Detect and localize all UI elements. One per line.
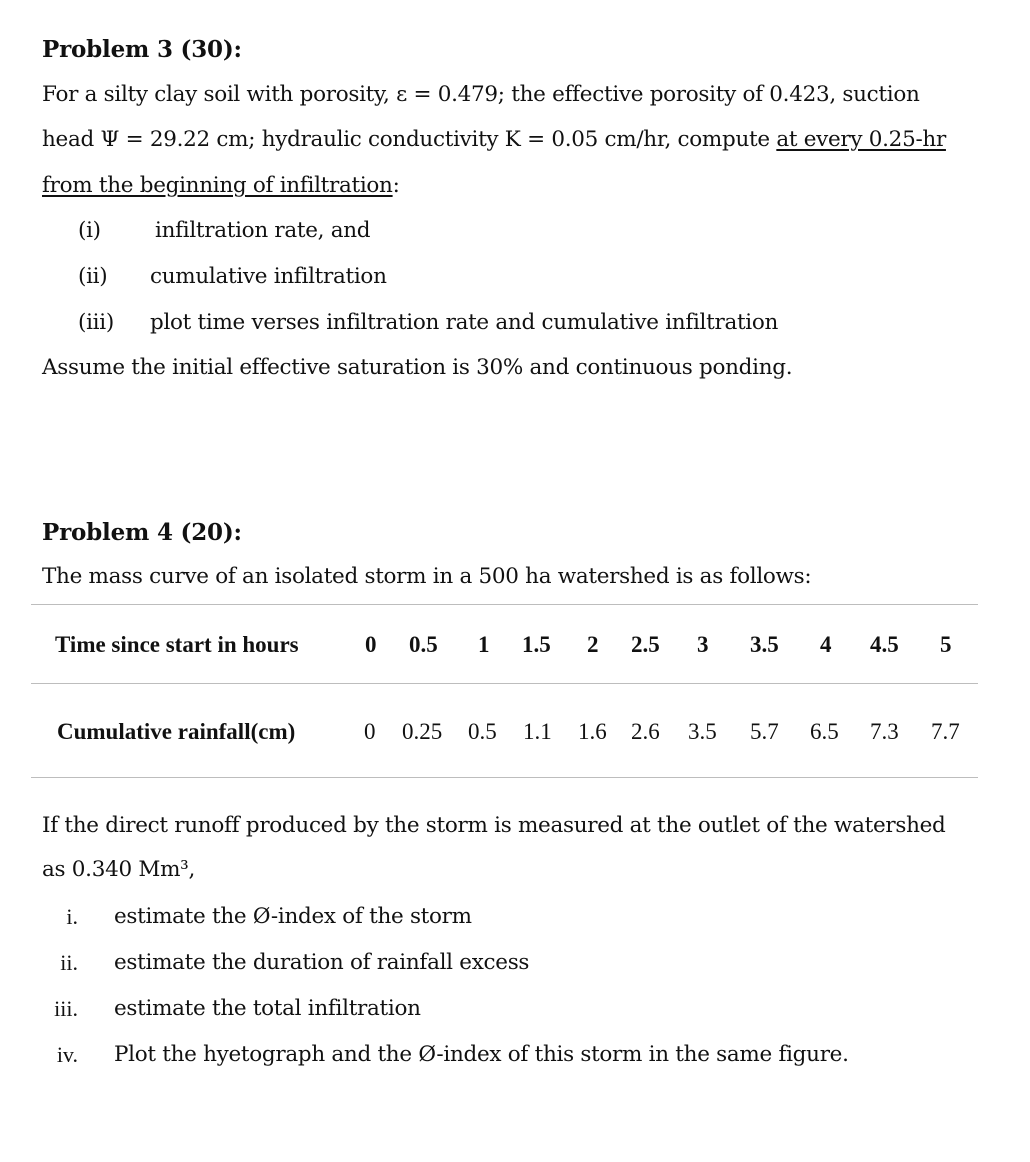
problem3-item-marker-ii: (ii) bbox=[78, 264, 108, 289]
problem3-line3: from the beginning of infiltration: bbox=[42, 173, 400, 198]
table-cell: 1.5 bbox=[522, 632, 551, 657]
underlined-phrase-part1: at every 0.25-hr bbox=[776, 127, 946, 152]
problem4-title: Problem 4 (20): bbox=[42, 519, 242, 546]
table-bottom-rule bbox=[31, 777, 978, 778]
table-cell: 2 bbox=[587, 632, 599, 657]
table-row2-label: Cumulative rainfall(cm) bbox=[57, 719, 296, 744]
problem4-item-marker-iii: iii. bbox=[54, 996, 78, 1021]
problem3-title: Problem 3 (30): bbox=[42, 36, 242, 63]
problem4-item-text-ii: estimate the duration of rainfall excess bbox=[114, 950, 530, 975]
problem3-line2: head Ψ = 29.22 cm; hydraulic conductivity K = 0.05 cm/hr, compute at every 0.25-hr bbox=[42, 127, 946, 152]
problem4-runoff-line2: as 0.340 Mm³, bbox=[42, 857, 196, 882]
table-cell: 1.6 bbox=[578, 719, 607, 744]
table-top-rule bbox=[31, 604, 978, 605]
problem4-item-text-iii: estimate the total infiltration bbox=[114, 996, 421, 1021]
table-cell: 3 bbox=[697, 632, 709, 657]
problem4-item-marker-iv: iv. bbox=[56, 1042, 78, 1067]
problem3-item-marker-iii: (iii) bbox=[78, 310, 114, 335]
table-cell: 1.1 bbox=[523, 719, 552, 744]
table-cell: 5 bbox=[940, 632, 952, 657]
problem3-item-marker-i: (i) bbox=[78, 218, 101, 243]
table-middle-rule bbox=[31, 683, 978, 684]
problem4-runoff-line1: If the direct runoff produced by the storm is measured at the outlet of the watershed bbox=[42, 813, 946, 838]
table-cell: 7.7 bbox=[931, 719, 960, 744]
table-row1-label: Time since start in hours bbox=[55, 632, 299, 657]
problem4-item-marker-i: i. bbox=[66, 904, 78, 929]
table-cell: 3.5 bbox=[750, 632, 779, 657]
problem4-item-text-i: estimate the Ø-index of the storm bbox=[114, 904, 472, 929]
table-cell: 0.5 bbox=[409, 632, 438, 657]
problem3-item-text-i: infiltration rate, and bbox=[155, 218, 371, 243]
table-cell: 1 bbox=[478, 632, 490, 657]
table-cell: 0 bbox=[365, 632, 377, 657]
underlined-phrase-part2: from the beginning of infiltration bbox=[42, 173, 393, 198]
problem3-line1: For a silty clay soil with porosity, ε = 0.479; the effective porosity of 0.423, suction bbox=[42, 82, 920, 107]
table-cell: 4 bbox=[820, 632, 832, 657]
table-cell: 0 bbox=[364, 719, 376, 744]
table-cell: 3.5 bbox=[688, 719, 717, 744]
table-cell: 0.25 bbox=[402, 719, 443, 744]
problem3-assumption: Assume the initial effective saturation is 30% and continuous ponding. bbox=[42, 355, 793, 380]
table-cell: 5.7 bbox=[750, 719, 779, 744]
table-cell: 2.6 bbox=[631, 719, 660, 744]
problem4-item-text-iv: Plot the hyetograph and the Ø-index of this storm in the same figure. bbox=[114, 1042, 849, 1067]
problem4-intro: The mass curve of an isolated storm in a 500 ha watershed is as follows: bbox=[42, 564, 812, 589]
table-cell: 7.3 bbox=[870, 719, 899, 744]
table-cell: 0.5 bbox=[468, 719, 497, 744]
problem3-item-text-ii: cumulative infiltration bbox=[150, 264, 387, 289]
table-cell: 6.5 bbox=[810, 719, 839, 744]
table-cell: 2.5 bbox=[631, 632, 660, 657]
table-cell: 4.5 bbox=[870, 632, 899, 657]
problem3-item-text-iii: plot time verses infiltration rate and cumulative infiltration bbox=[150, 310, 779, 335]
problem4-item-marker-ii: ii. bbox=[60, 950, 78, 975]
